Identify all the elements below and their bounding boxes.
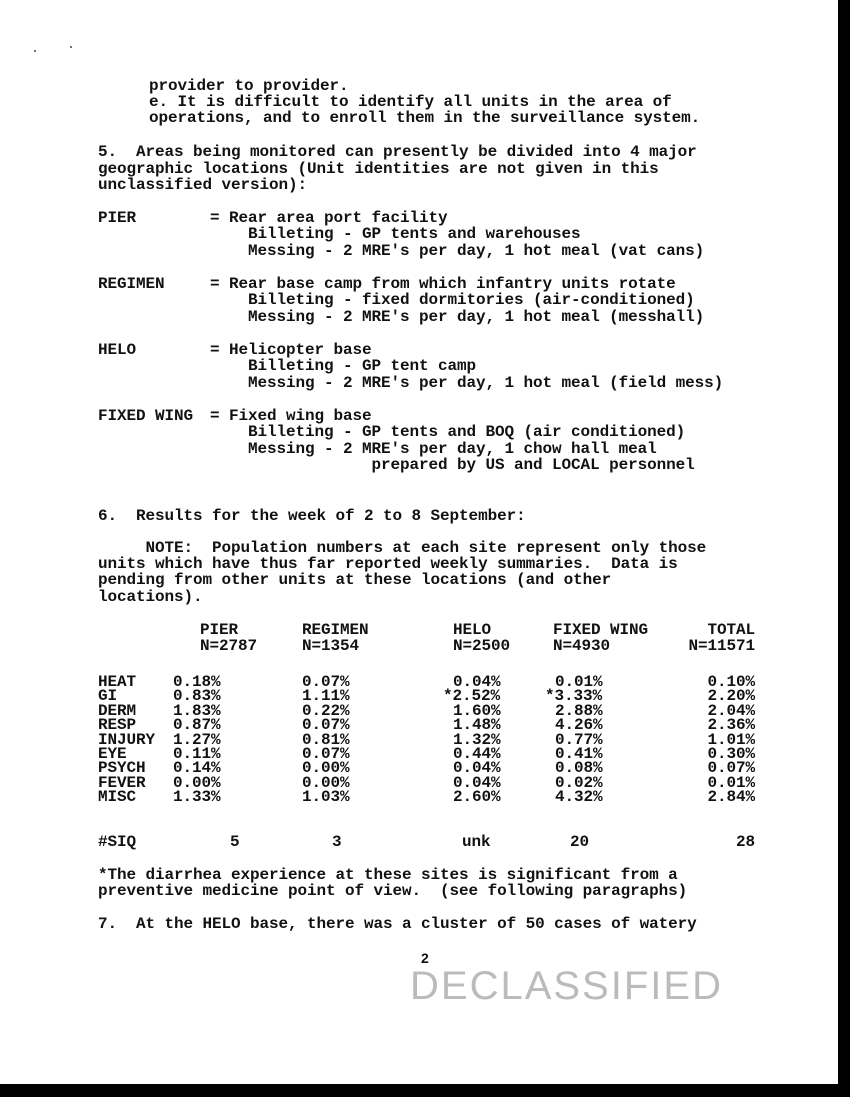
scan-speck bbox=[34, 50, 36, 52]
table-cell: 0.41% bbox=[555, 745, 603, 763]
footnote-line: *The diarrhea experience at these sites is significant from a bbox=[98, 866, 678, 884]
note-line: NOTE: Population numbers at each site represent only those bbox=[98, 539, 707, 557]
row-label: INJURY bbox=[98, 730, 156, 749]
table-cell: 0.02% bbox=[555, 773, 603, 792]
table-cell: 2.60% bbox=[453, 788, 501, 807]
footnote-line: preventive medicine point of view. (see following paragraphs) bbox=[98, 882, 688, 900]
row-label: FEVER bbox=[98, 773, 146, 792]
table-cell: 2.20% bbox=[707, 687, 755, 706]
location-desc: Messing - 2 MRE's per day, 1 hot meal (field mess) bbox=[210, 374, 724, 392]
note-line: locations). bbox=[98, 588, 203, 606]
table-cell: 0.30% bbox=[707, 745, 755, 763]
table-cell: 0.07% bbox=[302, 673, 350, 691]
table-cell: 0.10% bbox=[707, 673, 755, 691]
table-cell: 0.83% bbox=[173, 687, 221, 706]
location-desc: Billeting - GP tents and BOQ (air conditioned) bbox=[210, 423, 686, 441]
declassified-stamp: DECLASSIFIED bbox=[410, 964, 723, 1008]
column-n: N=4930 bbox=[553, 637, 611, 655]
table-cell: 1.60% bbox=[453, 701, 501, 720]
siq-cell: 28 bbox=[735, 833, 755, 851]
table-cell: *2.52% bbox=[443, 687, 501, 706]
table-cell: 0.44% bbox=[453, 745, 501, 763]
column-n: N=2787 bbox=[200, 637, 258, 655]
table-cell: 0.00% bbox=[173, 773, 221, 792]
table-cell: 1.27% bbox=[173, 730, 221, 749]
table-cell: 0.01% bbox=[707, 773, 755, 792]
row-label: DERM bbox=[98, 701, 137, 720]
table-cell: 2.84% bbox=[707, 788, 755, 807]
table-cell: 0.08% bbox=[555, 759, 603, 778]
para5-line: unclassified version): bbox=[98, 176, 308, 194]
location-desc: Billeting - fixed dormitories (air-conditioned) bbox=[210, 291, 695, 309]
table-cell: 0.87% bbox=[173, 716, 221, 735]
location-desc: = Fixed wing base bbox=[210, 407, 372, 425]
scan-border-bottom bbox=[0, 1084, 850, 1097]
location-desc: Billeting - GP tents and warehouses bbox=[210, 225, 581, 243]
siq-cell: 5 bbox=[230, 833, 240, 851]
location-desc: = Rear base camp from which infantry units rotate bbox=[210, 275, 676, 293]
column-header: PIER bbox=[200, 621, 239, 639]
table-cell: 0.01% bbox=[555, 673, 603, 691]
column-header: HELO bbox=[453, 621, 492, 639]
column-n: N=1354 bbox=[302, 637, 360, 655]
para6-heading: 6. Results for the week of 2 to 8 September: bbox=[98, 507, 526, 525]
table-cell: 1.32% bbox=[453, 730, 501, 749]
table-cell: 0.00% bbox=[302, 773, 350, 792]
column-header: REGIMEN bbox=[302, 621, 369, 639]
location-name: PIER bbox=[98, 209, 137, 227]
table-cell: 0.18% bbox=[173, 673, 221, 691]
column-n: N=2500 bbox=[453, 637, 511, 655]
table-cell: 2.36% bbox=[707, 716, 755, 735]
column-header: FIXED WING bbox=[553, 621, 649, 639]
row-label: MISC bbox=[98, 788, 137, 807]
location-desc: = Rear area port facility bbox=[210, 209, 448, 227]
table-cell: 0.22% bbox=[302, 701, 350, 720]
row-label: HEAT bbox=[98, 673, 137, 691]
location-desc: Messing - 2 MRE's per day, 1 chow hall meal bbox=[210, 440, 657, 458]
note-line: units which have thus far reported weekly summaries. Data is bbox=[98, 555, 678, 573]
table-cell: 0.07% bbox=[302, 716, 350, 735]
table-cell: 1.11% bbox=[302, 687, 350, 706]
scan-speck bbox=[70, 46, 72, 48]
table-cell: 4.32% bbox=[555, 788, 603, 807]
page-number: 2 bbox=[421, 950, 429, 966]
location-name: REGIMEN bbox=[98, 275, 165, 293]
row-label: PSYCH bbox=[98, 759, 146, 778]
row-label: EYE bbox=[98, 745, 127, 763]
table-cell: 4.26% bbox=[555, 716, 603, 735]
location-desc: Messing - 2 MRE's per day, 1 hot meal (messhall) bbox=[210, 308, 705, 326]
location-name: FIXED WING bbox=[98, 407, 194, 425]
intro-line: operations, and to enroll them in the surveillance system. bbox=[149, 109, 701, 127]
intro-line: provider to provider. bbox=[149, 77, 349, 95]
intro-line: e. It is difficult to identify all units in the area of bbox=[149, 93, 672, 111]
location-name: HELO bbox=[98, 341, 137, 359]
location-desc: Messing - 2 MRE's per day, 1 hot meal (vat cans) bbox=[210, 242, 705, 260]
siq-cell: 20 bbox=[570, 833, 590, 851]
table-cell: 0.14% bbox=[173, 759, 221, 778]
note-line: pending from other units at these locations (and other bbox=[98, 571, 612, 589]
table-cell: 1.01% bbox=[707, 730, 755, 749]
table-cell: 0.07% bbox=[302, 745, 350, 763]
row-label: GI bbox=[98, 687, 118, 706]
table-cell: 0.04% bbox=[453, 773, 501, 792]
table-cell: 0.00% bbox=[302, 759, 350, 778]
table-cell: 0.04% bbox=[453, 759, 501, 778]
para5-line: geographic locations (Unit identities are not given in this bbox=[98, 160, 659, 178]
table-cell: 0.77% bbox=[555, 730, 603, 749]
column-header: TOTAL bbox=[707, 621, 755, 639]
siq-label: #SIQ bbox=[98, 833, 137, 851]
para5-line: 5. Areas being monitored can presently be divided into 4 major bbox=[98, 143, 697, 161]
row-label: RESP bbox=[98, 716, 137, 735]
scan-border-right bbox=[838, 0, 850, 1097]
location-desc: = Helicopter base bbox=[210, 341, 372, 359]
table-cell: *3.33% bbox=[545, 687, 603, 706]
table-cell: 1.03% bbox=[302, 788, 350, 807]
table-cell: 0.81% bbox=[302, 730, 350, 749]
table-cell: 0.11% bbox=[173, 745, 221, 763]
location-desc: prepared by US and LOCAL personnel bbox=[210, 456, 695, 474]
table-cell: 1.48% bbox=[453, 716, 501, 735]
siq-cell: unk bbox=[462, 833, 491, 851]
table-cell: 1.83% bbox=[173, 701, 221, 720]
column-n: N=11571 bbox=[688, 637, 755, 655]
siq-cell: 3 bbox=[332, 833, 342, 851]
location-desc: Billeting - GP tent camp bbox=[210, 357, 477, 375]
para7-line: 7. At the HELO base, there was a cluster of 50 cases of watery bbox=[98, 915, 697, 933]
table-cell: 2.88% bbox=[555, 701, 603, 720]
table-cell: 1.33% bbox=[173, 788, 221, 807]
table-cell: 0.04% bbox=[453, 673, 501, 691]
table-cell: 0.07% bbox=[707, 759, 755, 778]
table-cell: 2.04% bbox=[707, 701, 755, 720]
